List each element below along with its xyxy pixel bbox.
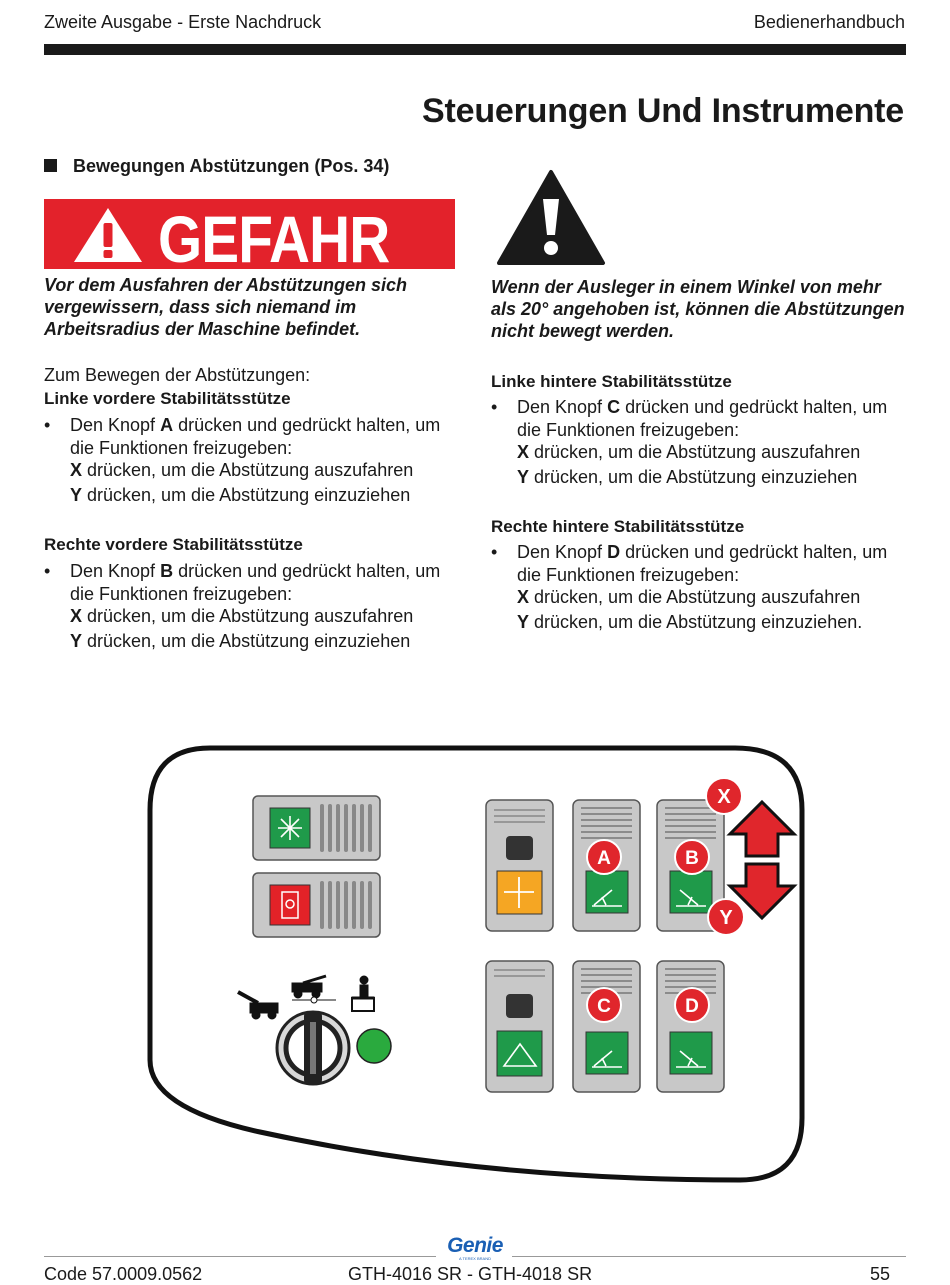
rear-left-retract: [517, 467, 857, 488]
callout-x: [706, 778, 742, 814]
footer-rule-right: [512, 1256, 906, 1257]
rear-left-x-key: X: [517, 442, 530, 462]
rear-left-extend: [517, 442, 860, 463]
callout-y: [708, 899, 744, 935]
rear-left-y-key: Y: [517, 467, 530, 487]
rear-right-extend: [517, 587, 860, 608]
rear-right-y-text: drücken, um die Abstützung einzuziehen.: [529, 612, 863, 632]
callout-c-label: C: [597, 996, 611, 1017]
front-right-x-key: X: [70, 606, 83, 626]
header-rule: [44, 44, 906, 55]
front-right-retract: [70, 631, 410, 652]
callout-a-label: A: [597, 848, 611, 869]
callout-d-label: D: [685, 996, 699, 1017]
rear-left-post: drücken und gedrückt halten, um die Funktionen freizugeben:: [517, 397, 888, 440]
indicator-lamp: [357, 1029, 391, 1063]
stabilizer-switch[interactable]: [486, 961, 553, 1092]
front-right-title: Rechte vordere Stabilitätsstütze: [44, 535, 303, 554]
front-right-y-text: drücken, um die Abstützung einzuziehen: [82, 631, 411, 651]
section-heading: [44, 156, 389, 177]
outrigger-button-d[interactable]: [657, 961, 724, 1092]
outrigger-enable-switch[interactable]: [486, 800, 553, 931]
rear-right-pre: Den Knopf: [517, 542, 608, 562]
footer-rule-left: [44, 1256, 436, 1257]
callout-b: [675, 840, 709, 874]
rear-left-y-text: drücken, um die Abstützung einzuziehen: [529, 467, 858, 487]
intro-text: Zum Bewegen der Abstützungen:: [44, 365, 311, 385]
callout-b-label: B: [685, 848, 699, 869]
front-right-post: drücken und gedrückt halten, um die Funktionen freizugeben:: [70, 561, 441, 604]
rear-left-bullet: • Den Knopf C drücken und gedrückt halten, um die Funktionen freizugeben:: [491, 397, 888, 440]
footer-models: GTH-4016 SR - GTH-4018 SR: [348, 1264, 593, 1284]
front-left-post: drücken und gedrückt halten, um die Funktionen freizugeben:: [70, 415, 441, 458]
callout-y-label: Y: [719, 907, 733, 929]
rear-right-bullet: • Den Knopf D drücken und gedrückt halten, um die Funktionen freizugeben:: [491, 542, 888, 585]
rear-left-x-text: drücken, um die Abstützung auszufahren: [529, 442, 861, 462]
footer-code: Code 57.0009.0562: [44, 1264, 203, 1284]
front-left-title: Linke vordere Stabilitätsstütze: [44, 389, 291, 408]
rear-right-retract: [517, 612, 862, 633]
rear-left-pre: Den Knopf: [517, 397, 608, 417]
rear-right-x-key: X: [517, 587, 530, 607]
danger-banner: [44, 199, 455, 276]
callout-x-label: X: [717, 786, 731, 808]
section-title: Bewegungen Abstützungen (Pos. 34): [73, 156, 390, 176]
page-number: 55: [869, 1264, 890, 1284]
genie-logo: [440, 1236, 510, 1261]
callout-c: [587, 988, 621, 1022]
header-manual-type: Bedienerhandbuch: [753, 12, 905, 32]
callout-d: [675, 988, 709, 1022]
front-right-x-text: drücken, um die Abstützung auszufahren: [82, 606, 414, 626]
control-panel-diagram: [140, 740, 810, 1190]
rear-right-x-text: drücken, um die Abstützung auszufahren: [529, 587, 861, 607]
warning-text: Wenn der Ausleger in einem Winkel von mehr als 20° angehoben ist, können die Abstützungen nicht bewegt werden.: [491, 277, 905, 341]
front-right-bullet: • Den Knopf B drücken und gedrückt halten, um die Funktionen freizugeben:: [44, 561, 441, 604]
header-edition: Zweite Ausgabe - Erste Nachdruck: [44, 12, 322, 32]
front-left-x-key: X: [70, 460, 83, 480]
front-left-extend: [70, 460, 413, 481]
front-right-pre: Den Knopf: [70, 561, 161, 581]
front-right-y-key: Y: [70, 631, 83, 651]
front-right-key: B: [160, 561, 174, 581]
engine-heater-switch[interactable]: [253, 873, 380, 937]
rear-right-y-key: Y: [517, 612, 530, 632]
danger-label: GEFAHR: [158, 202, 390, 276]
rear-left-key: C: [607, 397, 621, 417]
genie-logo-tagline: A TEREX BRAND: [459, 1256, 491, 1261]
rear-right-key: D: [607, 542, 621, 562]
genie-logo-word: Genie: [447, 1234, 503, 1257]
danger-triangle-icon: [72, 206, 144, 264]
front-right-extend: [70, 606, 413, 627]
rear-left-title: Linke hintere Stabilitätsstütze: [491, 372, 732, 391]
front-left-key: A: [160, 415, 174, 435]
front-left-y-text: drücken, um die Abstützung einzuziehen: [82, 485, 411, 505]
mode-selector-key-switch[interactable]: [277, 1012, 349, 1084]
rear-right-title: Rechte hintere Stabilitätsstütze: [491, 517, 745, 536]
front-left-bullet: • Den Knopf A drücken und gedrückt halten, um die Funktionen freizugeben:: [44, 415, 441, 458]
front-left-y-key: Y: [70, 485, 83, 505]
front-left-pre: Den Knopf: [70, 415, 161, 435]
square-bullet-icon: [44, 159, 57, 172]
callout-a: [587, 840, 621, 874]
danger-text: Vor dem Ausfahren der Abstützungen sich vergewissern, dass sich niemand im Arbeitsradius der Maschine befindet.: [44, 275, 408, 339]
rear-right-post: drücken und gedrückt halten, um die Funktionen freizugeben:: [517, 542, 888, 585]
cold-start-switch[interactable]: [253, 796, 380, 860]
front-left-x-text: drücken, um die Abstützung auszufahren: [82, 460, 414, 480]
warning-triangle-icon: [496, 169, 606, 266]
outrigger-button-c[interactable]: [573, 961, 640, 1092]
front-left-retract: [70, 485, 410, 506]
page-title: Steuerungen Und Instrumente: [422, 92, 904, 130]
